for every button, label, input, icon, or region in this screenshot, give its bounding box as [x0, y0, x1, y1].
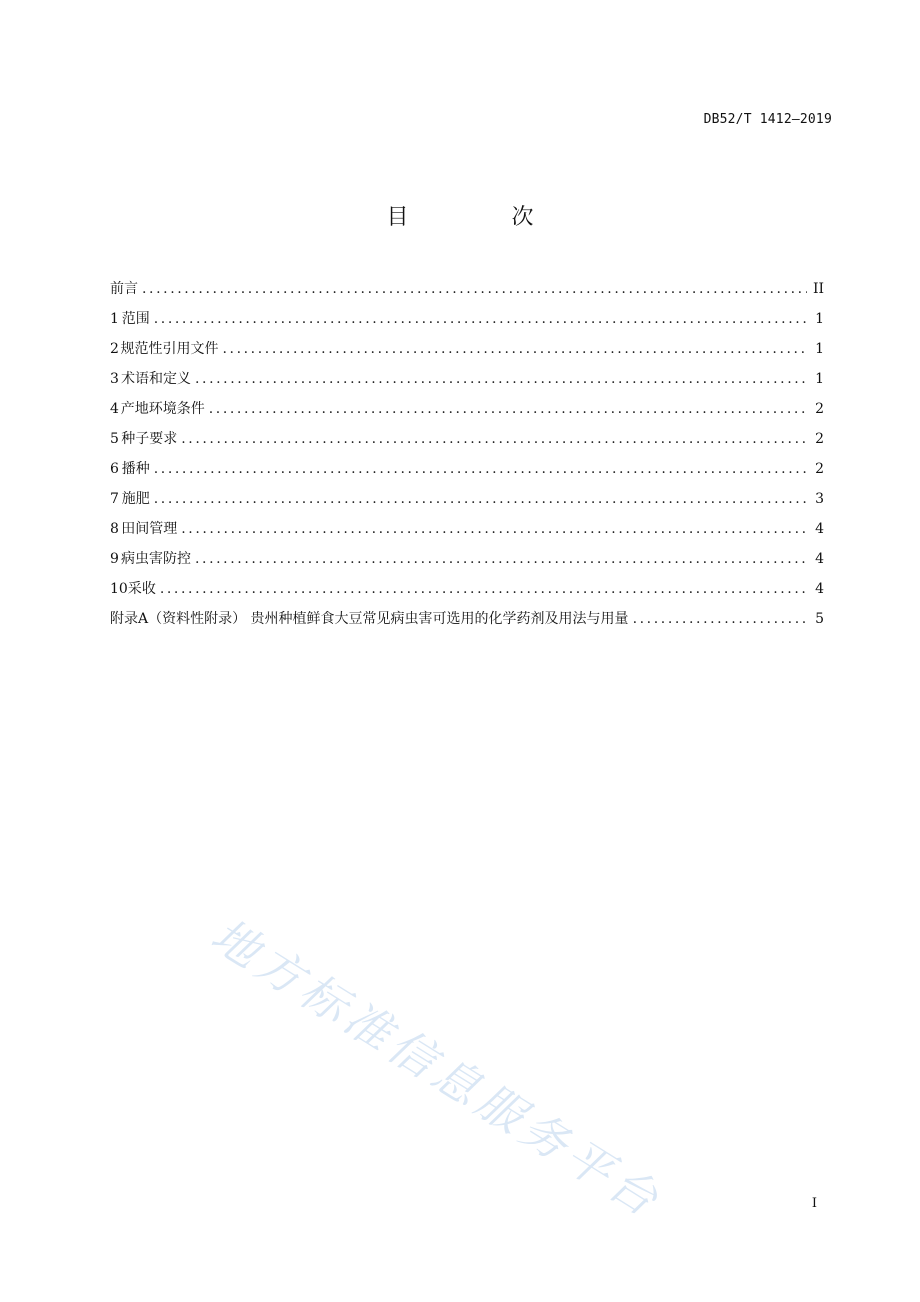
- toc-entry-page: 1: [815, 341, 824, 357]
- toc-entry-terms-definitions[interactable]: [110, 368, 824, 398]
- toc-entry-label: 田间管理: [121, 521, 178, 537]
- page-number: I: [811, 1196, 817, 1211]
- toc-entry-number: 1: [110, 311, 119, 327]
- toc-entry-label: 产地环境条件: [120, 401, 205, 417]
- toc-leader: [154, 311, 808, 327]
- toc-entry-page: 5: [815, 611, 824, 627]
- toc-entry-label: 采收: [127, 581, 156, 597]
- toc-entry-number: 5: [110, 431, 119, 447]
- document-code: DB52/T 1412—2019: [703, 112, 832, 127]
- toc-entry-harvest[interactable]: [110, 578, 824, 608]
- toc-entry-label: 前言: [110, 281, 138, 297]
- toc-entry-number: 6: [110, 461, 119, 477]
- toc-entry-page: II: [812, 281, 824, 297]
- toc-entry-label: 施肥: [121, 491, 150, 507]
- toc-leader: [209, 401, 808, 417]
- toc-entry-appendix-a[interactable]: [110, 608, 824, 638]
- toc-entry-label: 病虫害防控: [120, 551, 191, 567]
- toc-entry-environment[interactable]: [110, 398, 824, 428]
- toc-entry-field-management[interactable]: [110, 518, 824, 548]
- toc-entry-page: 3: [815, 491, 824, 507]
- toc-leader: [195, 551, 808, 567]
- toc-entry-label: 规范性引用文件: [120, 341, 219, 357]
- toc-title: 目 次: [386, 205, 582, 230]
- toc-entry-fertilization[interactable]: [110, 488, 824, 518]
- toc-entry-normative-references[interactable]: [110, 338, 824, 368]
- toc-entry-page: 4: [815, 581, 824, 597]
- toc-entry-number: 2: [110, 341, 119, 357]
- toc-entry-page: 1: [815, 311, 824, 327]
- toc-entry-foreword[interactable]: [110, 278, 824, 308]
- toc-entry-number: 4: [110, 401, 119, 417]
- toc-entry-number: 10: [110, 581, 128, 597]
- toc-entry-scope[interactable]: [110, 308, 824, 338]
- toc-entry-page: 2: [815, 401, 824, 417]
- toc-leader: [181, 431, 808, 447]
- toc-leader: [154, 461, 808, 477]
- toc-entry-page: 4: [815, 551, 824, 567]
- toc-entry-page: 4: [815, 521, 824, 537]
- toc-entry-page: 1: [815, 371, 824, 387]
- toc-entry-page: 2: [815, 431, 824, 447]
- toc-entry-label: 术语和定义: [120, 371, 191, 387]
- toc-entry-number: 8: [110, 521, 119, 537]
- toc-leader: [160, 581, 808, 597]
- toc-entry-page: 2: [815, 461, 824, 477]
- toc-leader: [633, 611, 808, 627]
- toc-entry-pest-control[interactable]: [110, 548, 824, 578]
- toc-entry-number: 3: [110, 371, 119, 387]
- toc-leader: [142, 281, 807, 297]
- toc-entry-label: 种子要求: [121, 431, 178, 447]
- watermark: 地方标准信息服务平台: [202, 907, 672, 1229]
- toc-leader: [154, 491, 808, 507]
- toc-list: [110, 278, 824, 638]
- toc-leader: [181, 521, 808, 537]
- toc-leader: [195, 371, 808, 387]
- toc-entry-label: 附录A（资料性附录） 贵州种植鲜食大豆常见病虫害可选用的化学药剂及用法与用量: [110, 611, 629, 627]
- toc-entry-label: 播种: [121, 461, 150, 477]
- toc-entry-number: 7: [110, 491, 119, 507]
- toc-entry-number: 9: [110, 551, 119, 567]
- toc-entry-label: 范围: [121, 311, 150, 327]
- toc-leader: [222, 341, 808, 357]
- toc-entry-seed-requirements[interactable]: [110, 428, 824, 458]
- toc-entry-sowing[interactable]: [110, 458, 824, 488]
